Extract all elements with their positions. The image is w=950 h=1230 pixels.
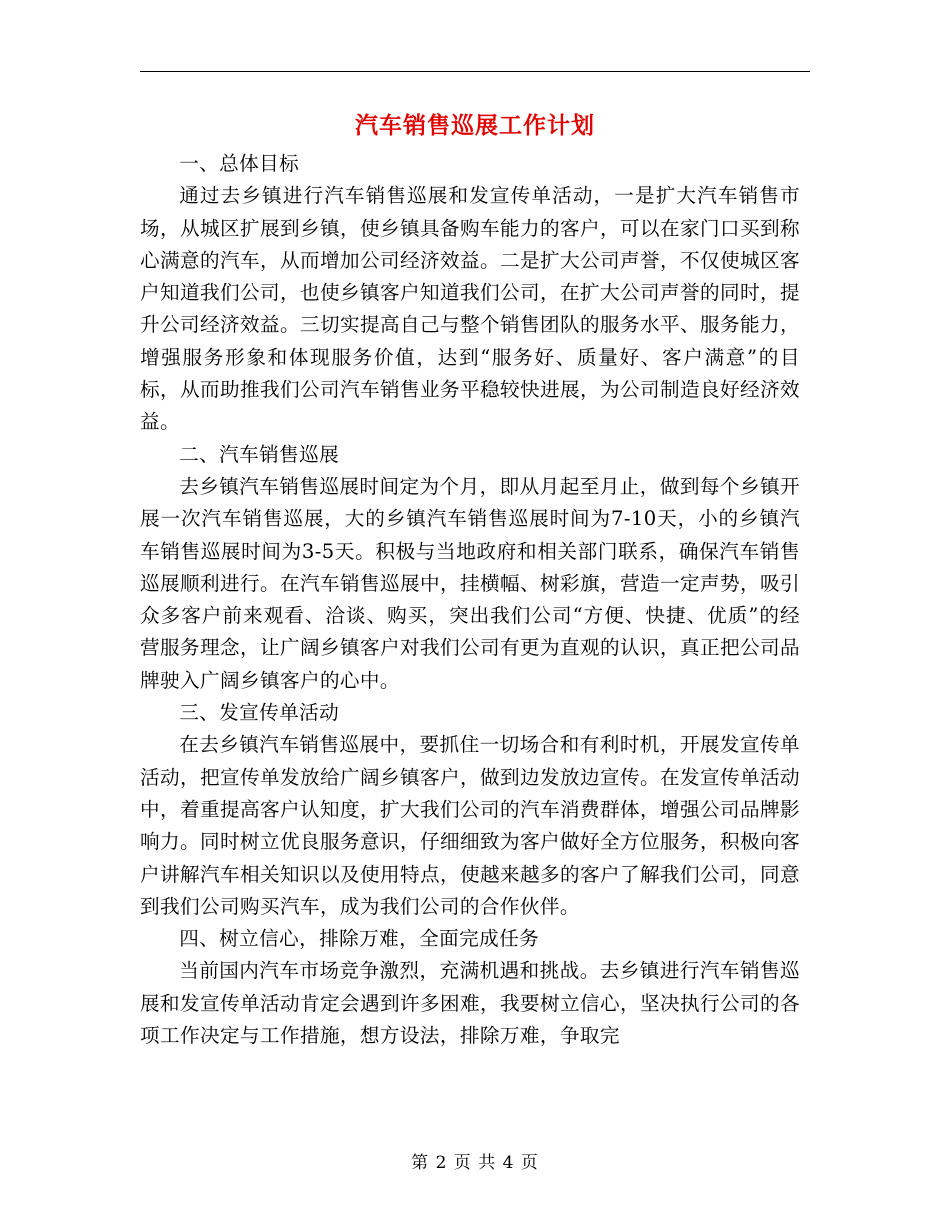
- document-body: [140, 148, 800, 1052]
- paragraph-overall-goal: 通过去乡镇进行汽车销售巡展和发宣传单活动，一是扩大汽车销售市场，从城区扩展到乡镇，使乡镇具备购车能力的客户，可以在家门口买到称心满意的汽车，从而增加公司经济效益。二是扩大公司声誉，不仅使城区客户知道我们公司，也使乡镇客户知道我们公司，在扩大公司声誉的同时，提升公司经济效益。三切实提高自己与整个销售团队的服务水平、服务能力，增强服务形象和体现服务价值，达到“服务好、质量好、客户满意”的目标，从而助推我们公司汽车销售业务平稳较快进展，为公司制造良好经济效益。: [140, 184, 800, 434]
- page-number: 第 2 页 共 4 页: [411, 1153, 539, 1173]
- header-rule: [140, 71, 810, 72]
- paragraph-confidence: 当前国内汽车市场竞争激烈，充满机遇和挑战。去乡镇进行汽车销售巡展和发宣传单活动肯定会遇到许多困难，我要树立信心，坚决执行公司的各项工作决定与工作措施，想方设法，排除万难，争取完: [140, 959, 800, 1048]
- heading-confidence: 四、树立信心，排除万难，全面完成任务: [179, 927, 540, 951]
- heading-overall-goal: 一、总体目标: [179, 152, 300, 175]
- document-title: 汽车销售巡展工作计划: [355, 113, 595, 139]
- paragraph-sales-tour: 去乡镇汽车销售巡展时间定为个月，即从月起至月止，做到每个乡镇开展一次汽车销售巡展，大的乡镇汽车销售巡展时间为7-10天，小的乡镇汽车销售巡展时间为3-5天。积极与当地政府和相关部门联系，确保汽车销售巡展顺利进行。在汽车销售巡展中，挂横幅、树彩旗，营造一定声势，吸引众多客户前来观看、洽谈、购买，突出我们公司“方便、快捷、优质”的经营服务理念，让广阔乡镇客户对我们公司有更为直观的认识，真正把公司品牌驶入广阔乡镇客户的心中。: [140, 474, 800, 692]
- paragraph-flyer-campaign: 在去乡镇汽车销售巡展中，要抓住一切场合和有利时机，开展发宣传单活动，把宣传单发放给广阔乡镇客户，做到边发放边宣传。在发宣传单活动中，着重提高客户认知度，扩大我们公司的汽车消费群体，增强公司品牌影响力。同时树立优良服务意识，仔细细致为客户做好全方位服务，积极向客户讲解汽车相关知识以及使用特点，使越来越多的客户了解我们公司，同意到我们公司购买汽车，成为我们公司的合作伙伴。: [140, 733, 800, 918]
- heading-sales-tour: 二、汽车销售巡展: [179, 442, 340, 466]
- heading-flyer-campaign: 三、发宣传单活动: [179, 701, 340, 725]
